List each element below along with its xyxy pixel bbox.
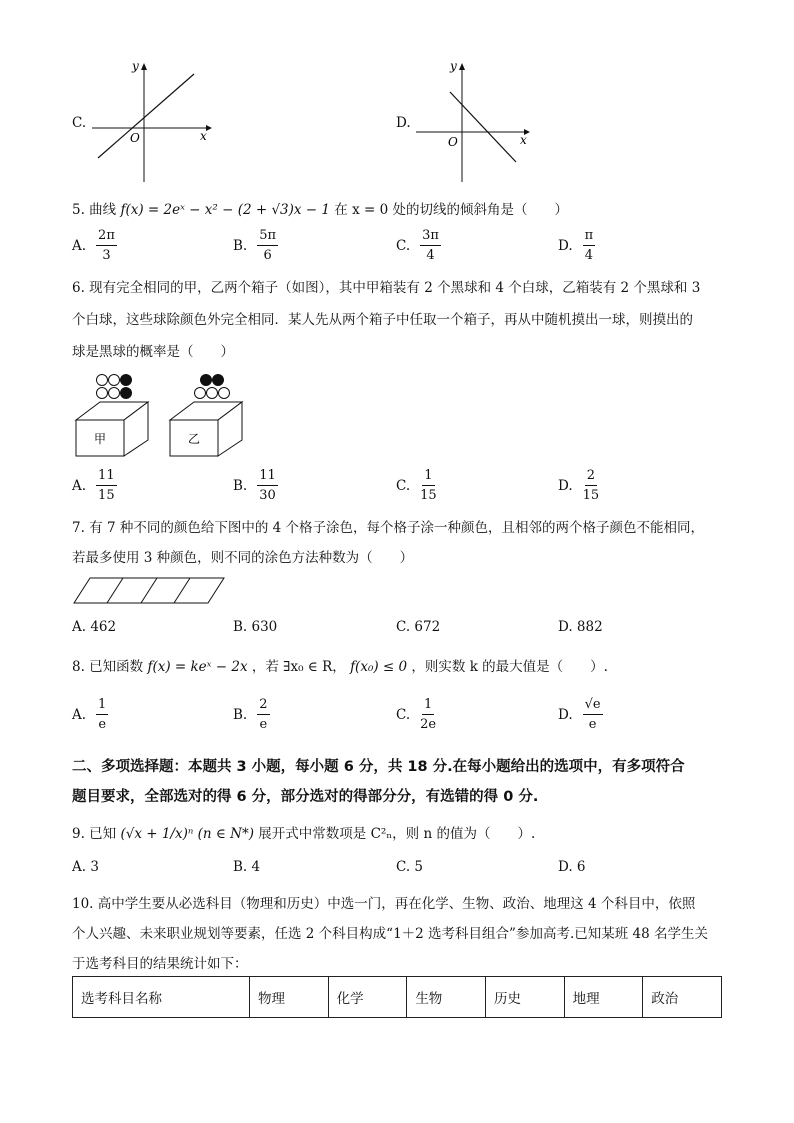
q9-option-a[interactable]: A. 3 [72,859,99,875]
table-cell: 生物 [407,977,486,1018]
graph-c-origin: O [130,131,140,145]
frac-num: 1 [422,468,434,486]
graph-c-y-label: y [132,59,139,73]
q7-line1: 7. 有 7 种不同的颜色给下图中的 4 个格子涂色，每个格子涂一种颜色，且相邻的两个格子颜色不能相同， [72,520,705,536]
ball-white [207,388,218,399]
q5-formula: f(x) = 2eˣ − x² − (2 + √3)x − 1 [120,202,330,218]
q6-line2: 个白球，这些球除颜色外完全相同．某人先从两个箱子中任取一个箱子，再从中随机摸出一球，则摸出的 [72,312,693,328]
q7-option-d[interactable]: D. 882 [558,619,603,635]
grid-figure [72,576,232,606]
option-label: D. [558,477,573,494]
table-cell: 选考科目名称 [73,977,250,1018]
ball-white [109,375,120,386]
q9-option-c[interactable]: C. 5 [396,859,424,875]
q10-line2: 个人兴趣、未来职业规划等要素，任选 2 个科目构成“1＋2 选考科目组合”参加高考.已知某班 48 名学生关 [72,926,708,942]
frac-den: 15 [98,488,115,503]
frac-num: 3π [420,228,441,246]
q7-option-a[interactable]: A. 462 [72,619,117,635]
q8-stem [72,655,608,675]
frac-den: 4 [584,248,594,263]
table-cell: 地理 [564,977,643,1018]
q9-option-b[interactable]: B. 4 [233,859,261,875]
q6-option-a[interactable] [72,468,117,503]
frac-den: e [98,717,107,732]
q5-stem [72,198,568,218]
graph-d-origin: O [448,135,458,149]
graph-c-label: C. [72,115,87,131]
q8-option-b[interactable] [233,697,270,732]
graph-c-x-label: x [200,129,207,143]
q5-option-d[interactable] [558,228,595,263]
frac-num: 11 [96,468,117,486]
option-label: B. [233,706,248,723]
frac-den: e [259,717,268,732]
graph-d-y-label: y [450,59,457,73]
ball-white [219,388,230,399]
frac-num: 5π [257,228,278,246]
q5-stem-post: 在 x = 0 处的切线的倾斜角是（ ） [334,202,568,218]
frac-num: 2 [257,697,269,715]
frac-den: 6 [263,248,272,263]
q8-option-d[interactable] [558,697,603,732]
q7-option-c[interactable]: C. 672 [396,619,441,635]
subject-table [72,976,722,1018]
ball-white [195,388,206,399]
q8-stem-post: ，则实数 k 的最大值是（ ）. [411,659,608,675]
q8-option-c[interactable] [396,697,436,732]
ball-white [97,388,108,399]
ball-white [109,388,120,399]
frac-num: 1 [422,697,434,715]
frac-den: 30 [259,488,276,503]
q8-stem-pre: 8. 已知函数 [72,659,144,675]
box2-label: 乙 [188,432,201,446]
q8-option-a[interactable] [72,697,108,732]
frac-num: 2 [585,468,597,486]
table-cell: 物理 [250,977,329,1018]
q6-line3: 球是黑球的概率是（ ） [72,344,234,360]
q5-option-a[interactable] [72,228,117,263]
q8-formula: f(x) = keˣ − 2x [147,659,248,675]
q7-option-b[interactable]: B. 630 [233,619,278,635]
q5-stem-pre: 5. 曲线 [72,202,117,218]
q6-option-c[interactable] [396,468,437,503]
frac-num: 2π [96,228,117,246]
graph-d-plot [412,58,542,188]
table-row [73,977,722,1018]
option-label: A. [72,706,87,723]
frac-den: 2e [420,717,437,732]
ball-black [121,375,132,386]
ball-white [97,375,108,386]
ball-black [201,375,212,386]
q9-option-d[interactable]: D. 6 [558,859,586,875]
q8-stem-mid: ，若 ∃x₀ ∈ R， [251,659,346,675]
frac-num: 1 [96,697,108,715]
graph-d-x-label: x [520,133,527,147]
q10-line1: 10. 高中学生要从必选科目（物理和历史）中选一门，再在化学、生物、政治、地理这 4 个科目中，依照 [72,896,696,912]
ball-black [213,375,224,386]
graph-d-label: D. [396,115,411,131]
option-label: C. [396,706,411,723]
q8-condition: f(x₀) ≤ 0 [350,659,408,675]
frac-num: √e [583,697,603,715]
section-2-title-line2: 题目要求，全部选对的得 6 分，部分选对的得部分分，有选错的得 0 分. [72,789,539,805]
option-label: C. [396,477,411,494]
table-cell: 政治 [643,977,722,1018]
q9-stem-pre: 9. 已知 [72,826,117,842]
q10-line3: 于选考科目的结果统计如下： [72,956,248,972]
option-label: A. [72,477,87,494]
option-label: D. [558,706,573,723]
q9-stem-post: 展开式中常数项是 C²ₙ，则 n 的值为（ ）. [258,826,536,842]
section-2-title-line1: 二、多项选择题：本题共 3 小题，每小题 6 分，共 18 分.在每小题给出的选项中，有多项符合 [72,759,685,775]
frac-den: 15 [420,488,437,503]
box1-label: 甲 [94,432,107,446]
q7-line2: 若最多使用 3 种颜色，则不同的涂色方法种数为（ ） [72,550,414,566]
frac-den: e [588,717,597,732]
frac-num: 11 [257,468,278,486]
frac-den: 15 [582,488,600,503]
option-label: B. [233,477,248,494]
ball-black [121,388,132,399]
q5-option-c[interactable] [396,228,441,263]
q9-stem [72,822,535,842]
graph-c-plot [88,58,218,188]
frac-den: 3 [102,248,111,263]
option-label: B. [233,237,248,254]
q6-option-b[interactable] [233,468,278,503]
q6-option-d[interactable] [558,468,599,503]
q6-line1: 6. 现有完全相同的甲，乙两个箱子（如图），其中甲箱装有 2 个黑球和 4 个白球，乙箱装有 2 个黑球和 3 [72,280,701,296]
table-cell: 历史 [485,977,564,1018]
option-label: D. [558,237,573,254]
frac-num: π [583,228,596,246]
frac-den: 4 [426,248,435,263]
table-cell: 化学 [328,977,407,1018]
option-label: C. [396,237,411,254]
q5-option-b[interactable] [233,228,278,263]
boxes-figure [72,370,262,462]
option-label: A. [72,237,87,254]
q9-expression: (√x + 1/x)ⁿ (n ∈ N*) [120,826,254,842]
